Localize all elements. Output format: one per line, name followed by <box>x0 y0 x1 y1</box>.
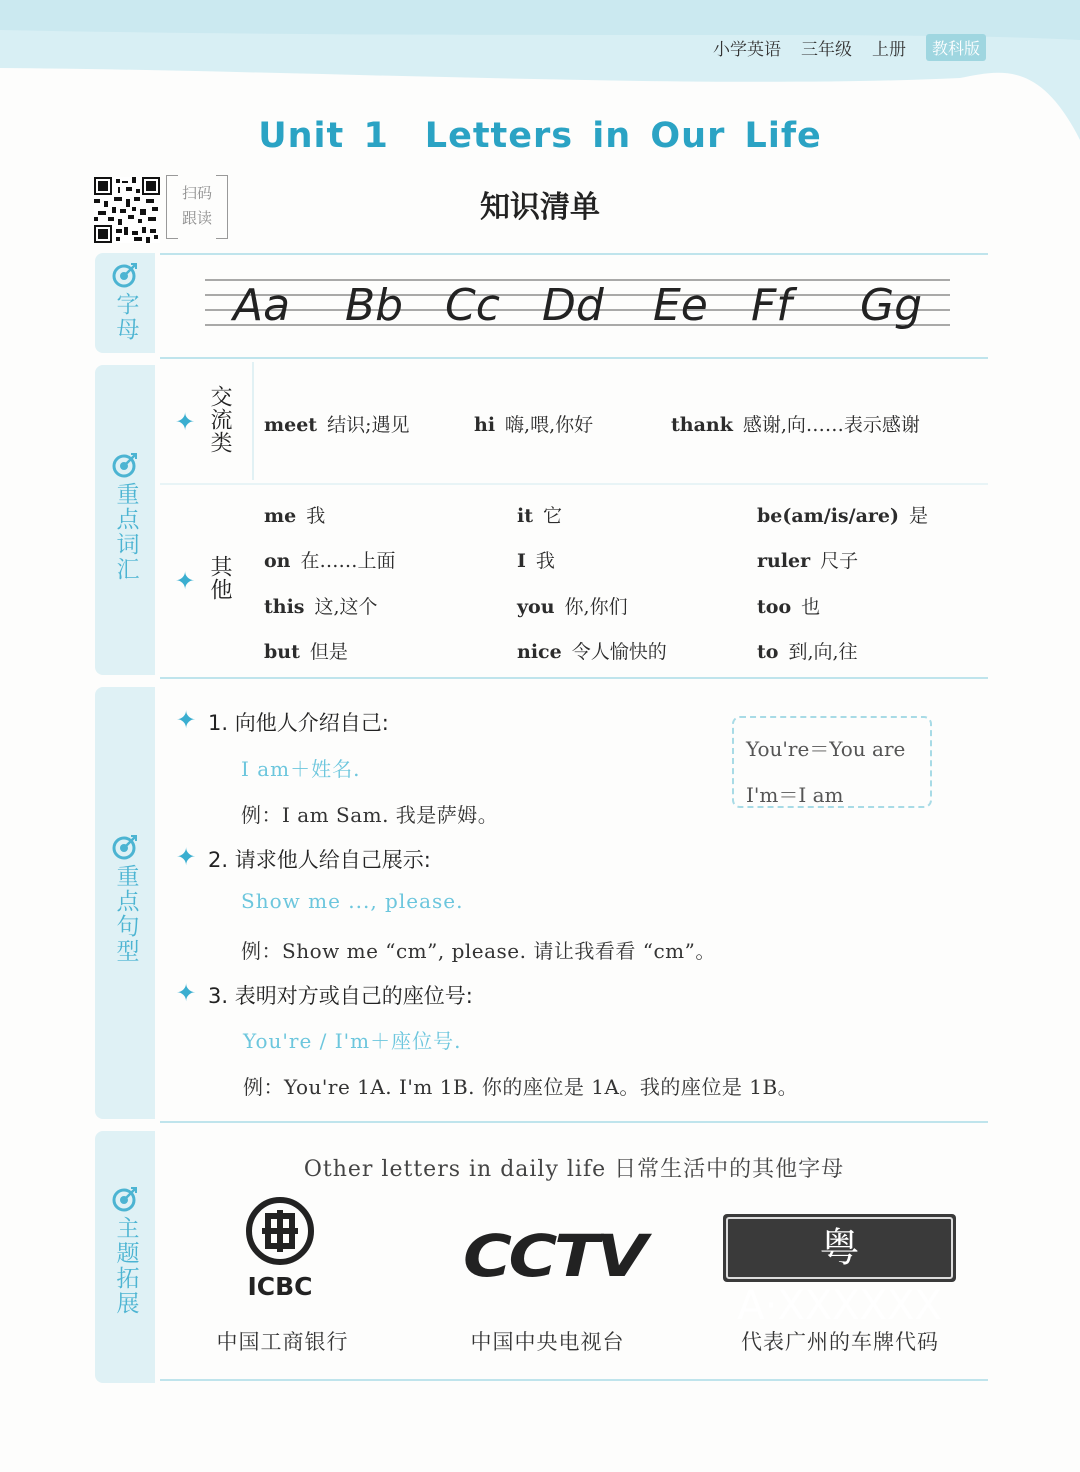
pattern-formula: I am＋姓名. <box>241 757 361 781</box>
vocab-item: to 到,向,往 <box>757 641 858 663</box>
pattern-title: 2. 请求他人给自己展示: <box>208 848 431 872</box>
section-label-vocab <box>95 452 155 582</box>
vocab-item: nice 令人愉快的 <box>517 641 667 663</box>
pattern-example: 例：I am Sam. 我是萨姆。 <box>241 803 499 827</box>
logo-caption: 中国工商银行 <box>216 1330 349 1354</box>
license-plate <box>723 1214 956 1329</box>
letter-pair: Ee <box>653 280 708 331</box>
vocab-category-exchange: 交流类 <box>207 385 232 454</box>
cctv-logo: CCTV <box>463 1222 645 1290</box>
target-icon <box>112 262 138 288</box>
letter-pair: Dd <box>542 280 604 331</box>
section-label-text: 重点词汇 <box>112 482 139 582</box>
section-label-letters <box>95 262 155 342</box>
qr-code[interactable] <box>94 177 160 243</box>
pattern-example: 例：You're 1A. I'm 1B. 你的座位是 1A。我的座位是 1B。 <box>243 1075 799 1099</box>
vocab-item: this 这,这个 <box>264 596 378 618</box>
star-bullet-icon: ✦ <box>176 979 197 1007</box>
pattern-title: 1. 向他人介绍自己: <box>208 711 389 735</box>
subject-label: 小学英语 <box>712 40 781 60</box>
divider <box>160 1379 988 1381</box>
vocab-item: on 在……上面 <box>264 550 396 572</box>
section-label-theme <box>95 1186 155 1316</box>
vocab-item: thank 感谢,向……表示感谢 <box>671 414 920 436</box>
letter-pair: Ff <box>751 280 792 331</box>
note-line: I'm＝I am <box>746 783 844 807</box>
vocab-item: I 我 <box>517 550 555 572</box>
license-plate-text: 粤A·XXXXXX <box>726 1217 953 1279</box>
scan-label-line1: 扫码 <box>181 184 212 202</box>
divider <box>160 677 988 679</box>
vocab-item: it 它 <box>517 505 563 527</box>
section-title: 知识清单 <box>480 190 600 225</box>
star-bullet-icon: ✦ <box>175 408 196 436</box>
pattern-example: 例：Show me “cm”, please. 请让我看看 “cm”。 <box>241 939 716 963</box>
vocab-item: too 也 <box>757 596 821 618</box>
target-icon <box>112 1186 138 1212</box>
category-separator <box>252 362 254 480</box>
vocab-item: but 但是 <box>264 641 348 663</box>
pattern-formula: You're / I'm＋座位号. <box>243 1029 462 1053</box>
note-line: You're＝You are <box>746 737 906 761</box>
category-divider <box>160 483 988 485</box>
vocab-item: me 我 <box>264 505 326 527</box>
section-label-text: 重点句型 <box>112 864 139 964</box>
pattern-title: 3. 表明对方或自己的座位号: <box>208 984 473 1008</box>
vocab-item: meet 结识;遇见 <box>264 414 410 436</box>
section-label-text: 主题拓展 <box>112 1216 139 1316</box>
star-bullet-icon: ✦ <box>175 567 196 595</box>
vocab-category-other: 其他 <box>207 555 232 601</box>
contraction-note <box>732 716 932 808</box>
divider <box>160 357 988 359</box>
divider <box>160 1121 988 1123</box>
divider <box>160 253 988 255</box>
unit-title: Unit 1 Letters in Our Life <box>258 116 822 156</box>
icbc-emblem-icon <box>245 1196 315 1266</box>
letter-pair: Bb <box>345 280 404 331</box>
edition-badge: 教科版 <box>926 34 986 61</box>
book-info <box>713 34 986 61</box>
target-icon <box>112 834 138 860</box>
vocab-item: ruler 尺子 <box>757 550 859 572</box>
theme-title: Other letters in daily life 日常生活中的其他字母 <box>303 1157 845 1182</box>
volume-label: 上册 <box>871 40 906 60</box>
grade-label: 三年级 <box>800 40 852 60</box>
alphabet-writing-guide <box>205 262 950 342</box>
section-label-sentences <box>95 834 155 964</box>
pattern-formula: Show me ..., please. <box>241 889 464 913</box>
vocab-item: you 你,你们 <box>517 596 628 618</box>
target-icon <box>112 452 138 478</box>
logo-caption: 代表广州的车牌代码 <box>741 1330 939 1354</box>
star-bullet-icon: ✦ <box>176 706 197 734</box>
scan-label-line2: 跟读 <box>181 209 212 227</box>
star-bullet-icon: ✦ <box>176 843 197 871</box>
icbc-logo-text: ICBC <box>247 1272 313 1301</box>
letter-pair: Cc <box>445 280 500 331</box>
scan-to-read-label <box>166 175 228 239</box>
letter-pair: Aa <box>233 280 291 331</box>
vocab-item: hi 嗨,喂,你好 <box>474 414 594 436</box>
letter-pair: Gg <box>860 280 923 331</box>
section-label-text: 字母 <box>112 292 139 342</box>
logo-caption: 中国中央电视台 <box>470 1330 625 1354</box>
icbc-logo <box>230 1196 330 1306</box>
vocab-item: be(am/is/are) 是 <box>757 505 928 527</box>
